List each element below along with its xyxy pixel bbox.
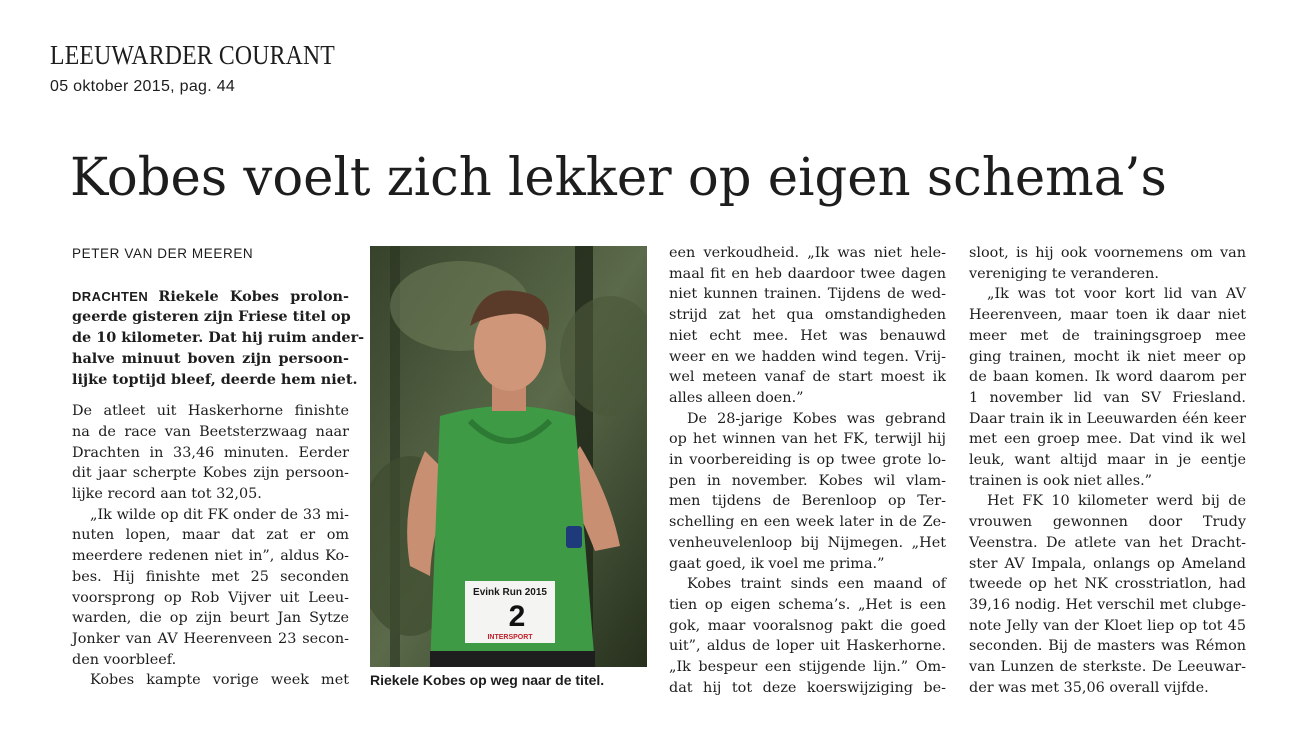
- text-line: strijd zat het qua omstandigheden: [669, 307, 946, 324]
- body-paragraph: [669, 574, 946, 698]
- text-line: 1 november lid van SV Friesland.: [969, 389, 1246, 406]
- article-dateline: DRACHTEN: [72, 288, 159, 304]
- text-line: vrouwen gewonnen door Trudy: [969, 514, 1246, 531]
- text-line: 39,16 nodig. Het verschil met clubge-: [969, 596, 1246, 613]
- text-line: halve minuut boven zijn persoon-: [72, 349, 349, 367]
- bib-sponsor: INTERSPORT: [487, 634, 533, 641]
- body-paragraph: [969, 243, 1246, 284]
- text-line: maal fit en heb daardoor twee dagen: [669, 265, 946, 282]
- text-line: warden, die op zijn beurt Jan Sytze: [72, 610, 349, 627]
- body-paragraph: [72, 505, 349, 671]
- text-line: der was met 35,06 overall vijfde.: [969, 679, 1209, 696]
- text-line: De atleet uit Haskerhorne finishte: [72, 403, 349, 420]
- text-line: Heerenveen, maar toen ik daar niet: [969, 307, 1246, 324]
- text-line: schelling en een week later in de Ze-: [669, 514, 946, 531]
- text-line: „Ik was tot voor kort lid van AV: [987, 286, 1246, 303]
- text-line: pen in november. Kobes wil vlam-: [669, 472, 946, 489]
- text-line: sloot, is hij ook voornemens om van: [969, 245, 1246, 261]
- text-line: lijke record aan tot 32,05.: [72, 486, 262, 503]
- text-line: dat hij tot deze koerswijziging be-: [669, 679, 946, 696]
- text-line: niet echt mee. Het was benauwd: [669, 327, 946, 344]
- text-line: uit”, aldus de loper uit Haskerhorne.: [669, 638, 946, 655]
- text-line: een verkoudheid. „Ik was niet hele-: [669, 245, 946, 261]
- text-line: voorsprong op Rob Vijver uit Leeu-: [72, 589, 349, 606]
- text-line: nuten lopen, maar dat zat er om: [72, 527, 349, 544]
- bib-event-label: Evink Run 2015: [473, 587, 547, 598]
- text-line: trainen is ook niet alles.”: [969, 472, 1153, 489]
- text-line: van Lunzen de sterkste. De Leeuwar-: [969, 659, 1246, 676]
- text-line: ster AV Impala, onlangs op Ameland: [969, 555, 1246, 572]
- article-byline: PETER VAN DER MEEREN: [72, 246, 254, 261]
- runner-photo: [370, 246, 647, 667]
- lead-paragraph: [72, 287, 365, 391]
- text-line: „Ik wilde op dit FK onder de 33 mi-: [90, 506, 349, 523]
- text-line: note Jelly van der Kloet liep op tot 45: [969, 617, 1246, 634]
- text-line: weer en we hadden wind tegen. Vrij-: [669, 348, 946, 365]
- text-line: niet kunnen trainen. Tijdens de wed-: [669, 286, 946, 303]
- text-line: leuk, want altijd maar in je eentje: [969, 452, 1246, 469]
- text-line: meerdere redenen niet in”, aldus Ko-: [72, 548, 349, 565]
- text-line: tweede op het NK crosstriatlon, had: [969, 576, 1246, 593]
- text-line: Het FK 10 kilometer werd bij de: [987, 493, 1246, 510]
- publication-date: 05 oktober 2015, pag. 44: [50, 78, 236, 95]
- article-column-4: [969, 243, 1246, 698]
- article-column-1: [72, 243, 365, 691]
- text-line: vereniging te veranderen.: [969, 265, 1159, 282]
- text-line: lijke toptijd bleef, deerde hem niet.: [72, 370, 358, 388]
- text-line: den voorbleef.: [72, 651, 177, 668]
- body-paragraph: [969, 491, 1246, 698]
- text-line: de 10 kilometer. Dat hij ruim ander-: [72, 329, 365, 347]
- text-line: „Ik bespeur een stijgende lijn.” Om-: [669, 659, 946, 676]
- text-line: gaat goed, ik voel me prima.”: [669, 555, 885, 572]
- text-line: dit jaar scherpte Kobes zijn persoon-: [72, 465, 349, 482]
- text-line: alles alleen doen.”: [669, 389, 804, 406]
- text-line: bes. Hij finishte met 25 seconden: [72, 568, 349, 585]
- text-line: seconden. Bij de masters was Rémon: [969, 638, 1246, 655]
- text-line: na de race van Beetsterzwaag naar: [72, 423, 349, 440]
- text-line: Kobes traint sinds een maand of: [687, 576, 946, 593]
- text-line: tien op eigen schema’s. „Het is een: [669, 596, 946, 613]
- text-line: op het winnen van het FK, terwijl hij: [669, 431, 946, 448]
- text-line: De 28-jarige Kobes was gebrand: [687, 410, 946, 427]
- text-line: geerde gisteren zijn Friese titel op: [72, 308, 351, 326]
- text-line: meer met de trainingsgroep mee: [969, 327, 1246, 344]
- text-line: DRACHTEN Riekele Kobes prolon-: [72, 287, 349, 305]
- text-line: in voorbereiding is op twee grote lo-: [669, 452, 946, 469]
- article-column-3: [669, 243, 946, 698]
- text-line: Veenstra. De atlete van het Dracht-: [969, 534, 1246, 551]
- article-headline: Kobes voelt zich lekker op eigen schema’s: [70, 148, 1167, 208]
- text-line: men tijdens de Berenloop op Ter-: [669, 493, 946, 510]
- text-line: de baan komen. Ik word daarom per: [969, 369, 1246, 386]
- bib-number: 2: [508, 600, 526, 633]
- newspaper-masthead: LEEUWARDER COURANT: [50, 40, 335, 70]
- body-paragraph: [669, 243, 946, 409]
- text-line: met een groep mee. Dat vind ik wel: [969, 431, 1246, 448]
- text-line: Drachten in 33,46 minuten. Eerder: [72, 444, 349, 461]
- photo-caption: Riekele Kobes op weg naar de titel.: [370, 672, 605, 688]
- body-paragraph: [72, 401, 349, 505]
- text-line: ging trainen, mocht ik niet meer op: [969, 348, 1246, 365]
- text-line: Daar train ik in Leeuwarden één keer: [969, 410, 1246, 427]
- text-line: wel meteen vanaf de start moest ik: [669, 369, 946, 386]
- body-paragraph: [669, 409, 946, 575]
- body-paragraph: [969, 284, 1246, 491]
- text-line: Jonker van AV Heerenveen 23 secon-: [72, 630, 349, 647]
- text-line: gok, maar vooralsnog pakt die goed: [669, 617, 946, 634]
- body-paragraph: [72, 670, 349, 691]
- text-line: Kobes kampte vorige week met: [90, 672, 349, 689]
- text-line: venheuvelenloop bij Nijmegen. „Het: [669, 534, 946, 551]
